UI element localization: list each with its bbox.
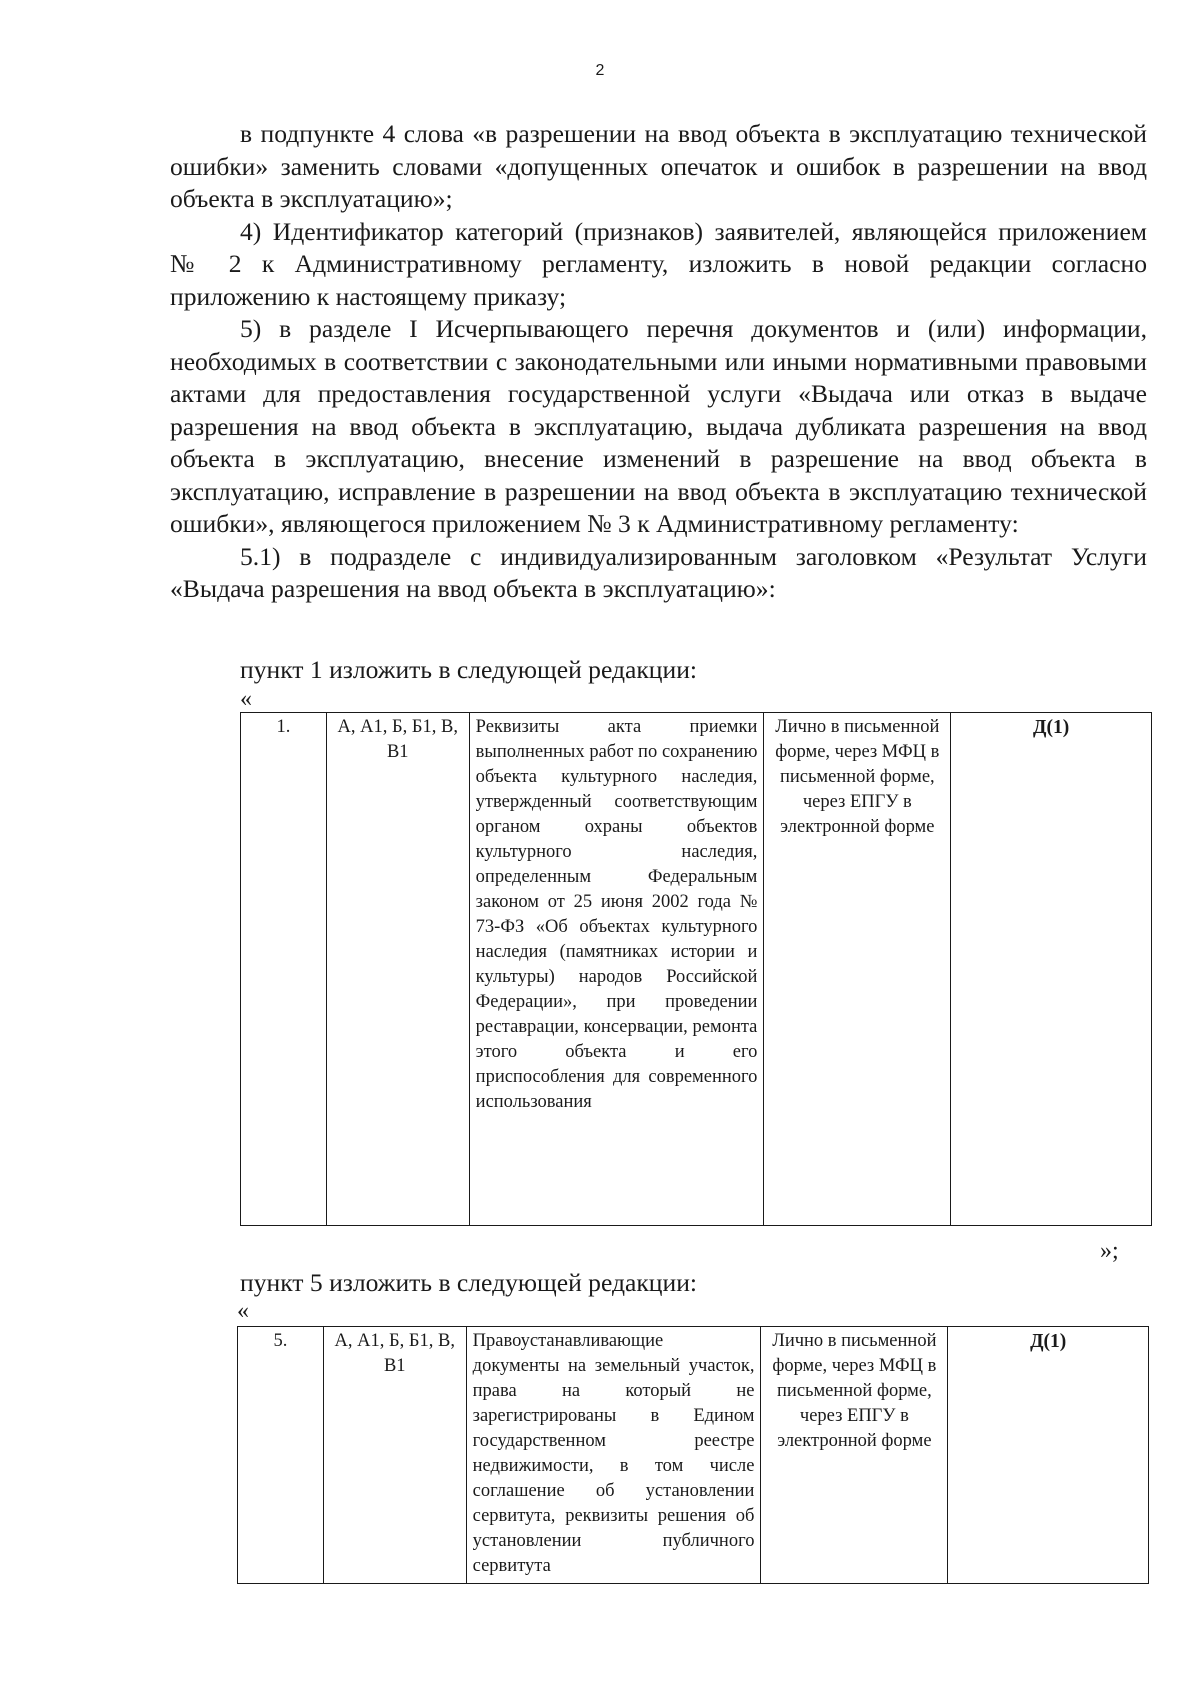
- table5-open-quote: «: [237, 1298, 249, 1324]
- document-code: Д(1): [948, 1327, 1149, 1584]
- table1-close-quote: »;: [1100, 1238, 1119, 1264]
- applicant-categories: А, А1, Б, Б1, В, В1: [326, 713, 469, 1226]
- table-item-5: [237, 1326, 1149, 1584]
- document-description: Правоустанавливающие документы на земельный участок, права на который не зарегистрированы в Едином государственном реестре недвижимости, в том числе соглашение об установлении сервитута, реквизиты решения об установлении публичного сервитута: [466, 1327, 761, 1584]
- paragraph-item-5-1: 5.1) в подразделе с индивидуализированным заголовком «Результат Услуги «Выдача разрешения на ввод объекта в эксплуатацию»:: [170, 541, 1147, 603]
- paragraph-item-4: 4) Идентификатор категорий (признаков) заявителей, являющейся приложением № 2 к Административному регламенту, изложить в новой редакции согласно приложению к настоящему приказу;: [170, 216, 1147, 311]
- document-body: [170, 118, 1147, 606]
- submission-method: Лично в письменной форме, через МФЦ в письменной форме, через ЕПГУ в электронной форме: [764, 713, 951, 1226]
- applicant-categories: А, А1, Б, Б1, В, В1: [323, 1327, 466, 1584]
- paragraph-subpoint-4-replacement: в подпункте 4 слова «в разрешении на ввод объекта в эксплуатацию технической ошибки» заменить словами «допущенных опечаток и ошибок в разрешении на ввод объекта в эксплуатацию»;: [170, 119, 1147, 213]
- row-number: 5.: [238, 1327, 324, 1584]
- paragraph-item-5: 5) в разделе I Исчерпывающего перечня документов и (или) информации, необходимых в соответствии с законодательными или иными нормативными правовыми актами для предоставления государственной услуги «Выдача или отказ в выдаче разрешения на ввод объекта в эксплуатацию, выдача дубликата разрешения на ввод объекта в эксплуатацию, внесение изменений в разрешение на ввод объекта в эксплуатацию, исправление в разрешении на ввод объекта в эксплуатацию технической ошибки», являющегося приложением № 3 к Административному регламенту:: [170, 314, 1147, 538]
- table-item-1: [240, 712, 1152, 1226]
- table1-open-quote: «: [240, 686, 252, 712]
- page-number: 2: [595, 62, 605, 79]
- item1-heading: пункт 1 изложить в следующей редакции:: [240, 655, 698, 684]
- document-description: Реквизиты акта приемки выполненных работ по сохранению объекта культурного наследия, утвержденный соответствующим органом охраны объектов культурного наследия, определенным Федеральным законом от 25 июня 2002 года № 73-ФЗ «Об объектах культурного наследия (памятниках истории и культуры) народов Российской Федерации», при проведении реставрации, консервации, ремонта этого объекта и его приспособления для современного использования: [469, 713, 764, 1226]
- table-row: [241, 713, 1152, 1226]
- document-code: Д(1): [951, 713, 1152, 1226]
- submission-method: Лично в письменной форме, через МФЦ в письменной форме, через ЕПГУ в электронной форме: [761, 1327, 948, 1584]
- item5-heading: пункт 5 изложить в следующей редакции:: [240, 1268, 698, 1297]
- row-number: 1.: [241, 713, 327, 1226]
- table-row: [238, 1327, 1149, 1584]
